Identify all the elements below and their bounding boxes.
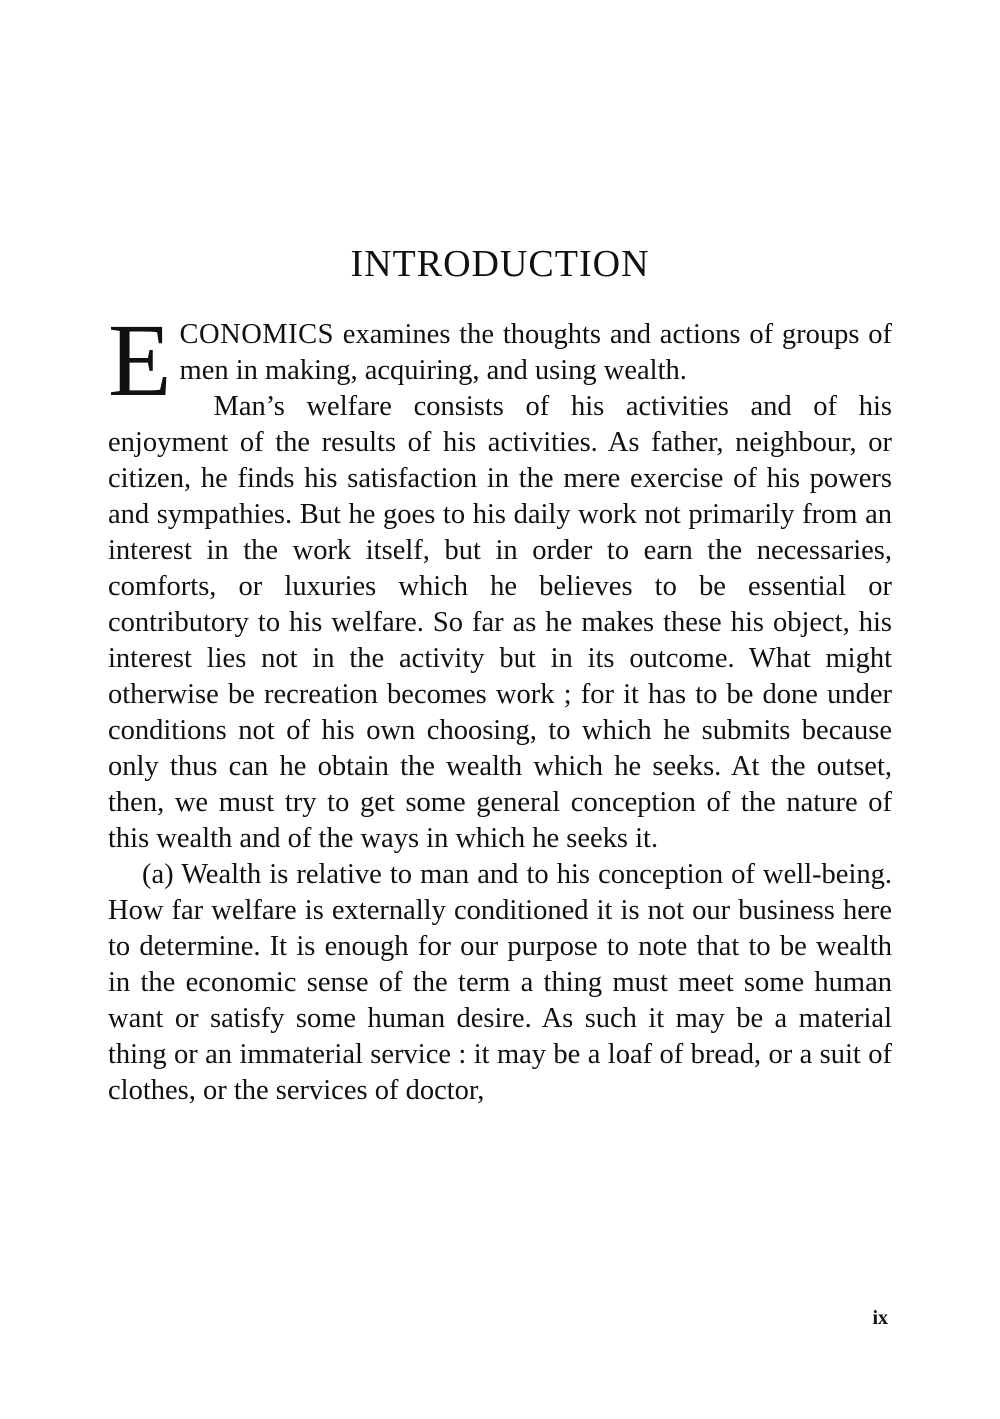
body-text [108, 303, 892, 1109]
paragraph-2: Man’s welfare consists of his activities and of his enjoyment of the results of his activities. As father, neighbour, or citizen, he finds his satisfaction in the mere exercise of his powers and sympathies. But he goes to his daily work not primarily from an interest in the work itself, but in order to earn the necessaries, comforts, or luxuries which he believes to be essential or contributory to his welfare. So far as he makes these his object, his interest lies not in the activity but in its outcome. What might otherwise be recreation becomes work ; for it has to be done under conditions not of his own choosing, to which he submits because only thus can he obtain the wealth which he seeks. At the outset, then, we must try to get some general conception of the nature of this wealth and of the ways in which he seeks it. [108, 391, 892, 854]
page-number: ix [872, 1307, 888, 1329]
paragraph-1-lead: CONOMICS [179, 319, 334, 350]
book-page [108, 0, 892, 1419]
paragraph-1 [108, 303, 892, 418]
chapter-title: INTRODUCTION [350, 243, 650, 285]
paragraph-1-text: examines the thoughts and actions of groups of men in making, acquiring, and using wealth. [179, 319, 892, 386]
drop-cap: E [108, 303, 172, 418]
paragraph-3: (a) Wealth is relative to man and to his conception of well-being. How far welfare is externally conditioned it is not our business here to determine. It is enough for our purpose to note that to be wealth in the economic sense of the term a thing must meet some human want or satisfy some human desire. As such it may be a material thing or an immaterial service : it may be a loaf of bread, or a suit of clothes, or the services of doctor, [108, 859, 892, 1106]
